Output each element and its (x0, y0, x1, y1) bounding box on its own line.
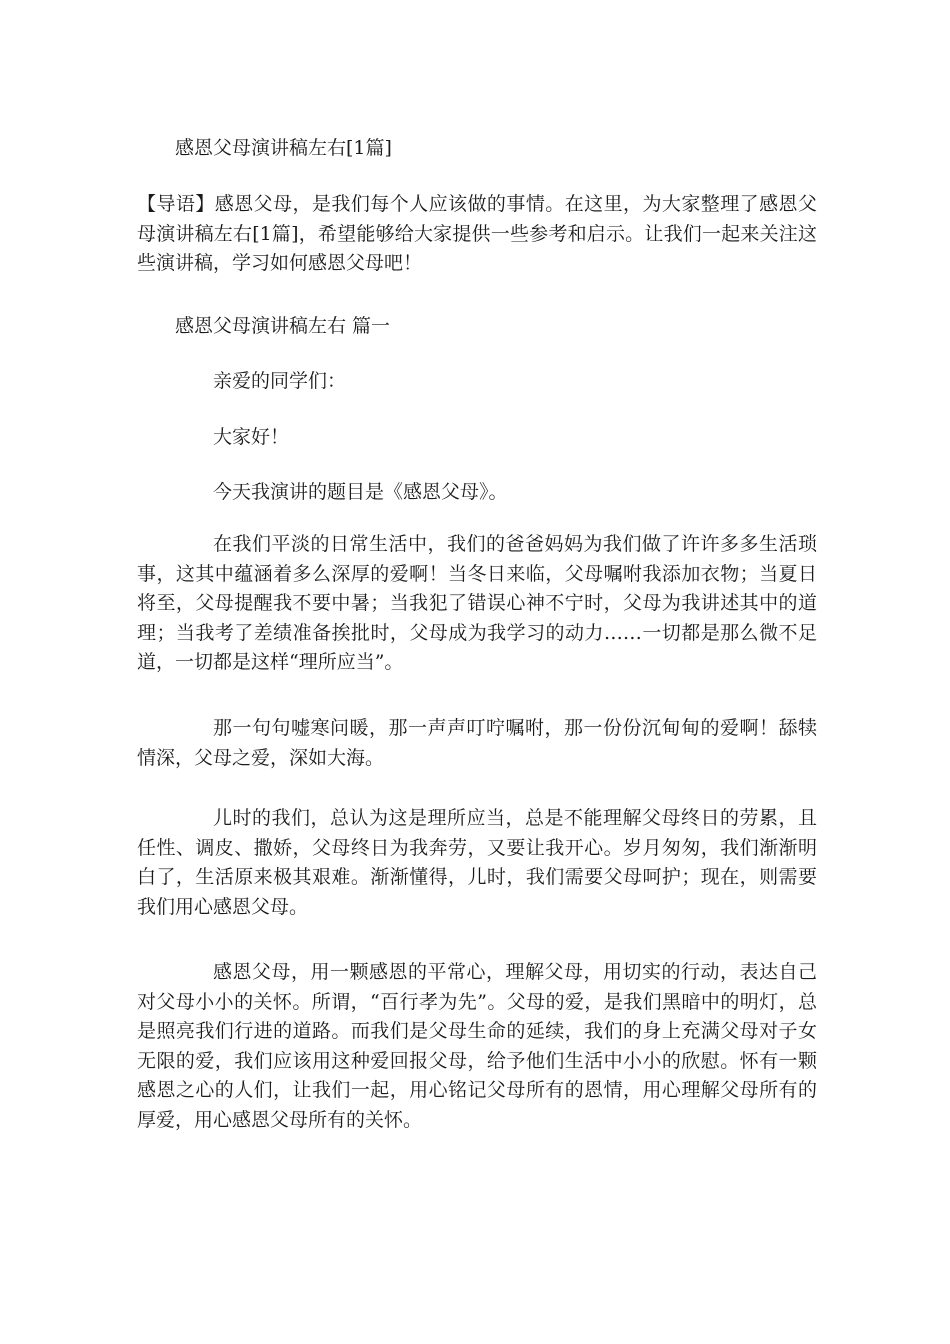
body-paragraph: 儿时的我们，总认为这是理所应当，总是不能理解父母终日的劳累，且任性、调皮、撒娇，父母终日为我奔劳，又要让我开心。岁月匆匆，我们渐渐明白了，生活原来极其艰难。渐渐懂得，儿时，我们需要父母呵护；现在，则需要我们用心感恩父母。 (137, 807, 817, 918)
salutation: 亲爱的同学们： (213, 370, 347, 392)
document-title: 感恩父母演讲稿左右[1篇] (175, 137, 392, 159)
body-paragraph: 在我们平淡的日常生活中，我们的爸爸妈妈为我们做了许许多多生活琐事，这其中蕴涵着多么深厚的爱啊！当冬日来临，父母嘱咐我添加衣物；当夏日将至，父母提醒我不要中暑；当我犯了错误心神不宁时，父母为我讲述其中的道理；当我考了差绩准备挨批时，父母成为我学习的动力……一切都是那么微不足道，一切都是这样“理所应当”。 (137, 533, 817, 673)
intro-paragraph: 【导语】感恩父母，是我们每个人应该做的事情。在这里，为大家整理了感恩父母演讲稿左右[1篇]，希望能够给大家提供一些参考和启示。让我们一起来关注这些演讲稿，学习如何感恩父母吧！ (137, 193, 817, 274)
body-paragraph: 感恩父母，用一颗感恩的平常心，理解父母，用切实的行动，表达自己对父母小小的关怀。所谓，“百行孝为先”。父母的爱，是我们黑暗中的明灯，总是照亮我们行进的道路。而我们是父母生命的延续，我们的身上充满父母对子女无限的爱，我们应该用这种爱回报父母，给予他们生活中小小的欣慰。怀有一颗感恩之心的人们，让我们一起，用心铭记父母所有的恩情，用心理解父母所有的厚爱，用心感恩父母所有的关怀。 (137, 961, 817, 1131)
body-paragraph: 那一句句嘘寒问暖，那一声声叮咛嘱咐，那一份份沉甸甸的爱啊！舔犊情深，父母之爱，深如大海。 (137, 717, 817, 769)
section-heading: 感恩父母演讲稿左右 篇一 (175, 315, 391, 337)
greeting: 大家好！ (213, 426, 290, 448)
topic-line: 今天我演讲的题目是《感恩父母》。 (213, 481, 508, 503)
